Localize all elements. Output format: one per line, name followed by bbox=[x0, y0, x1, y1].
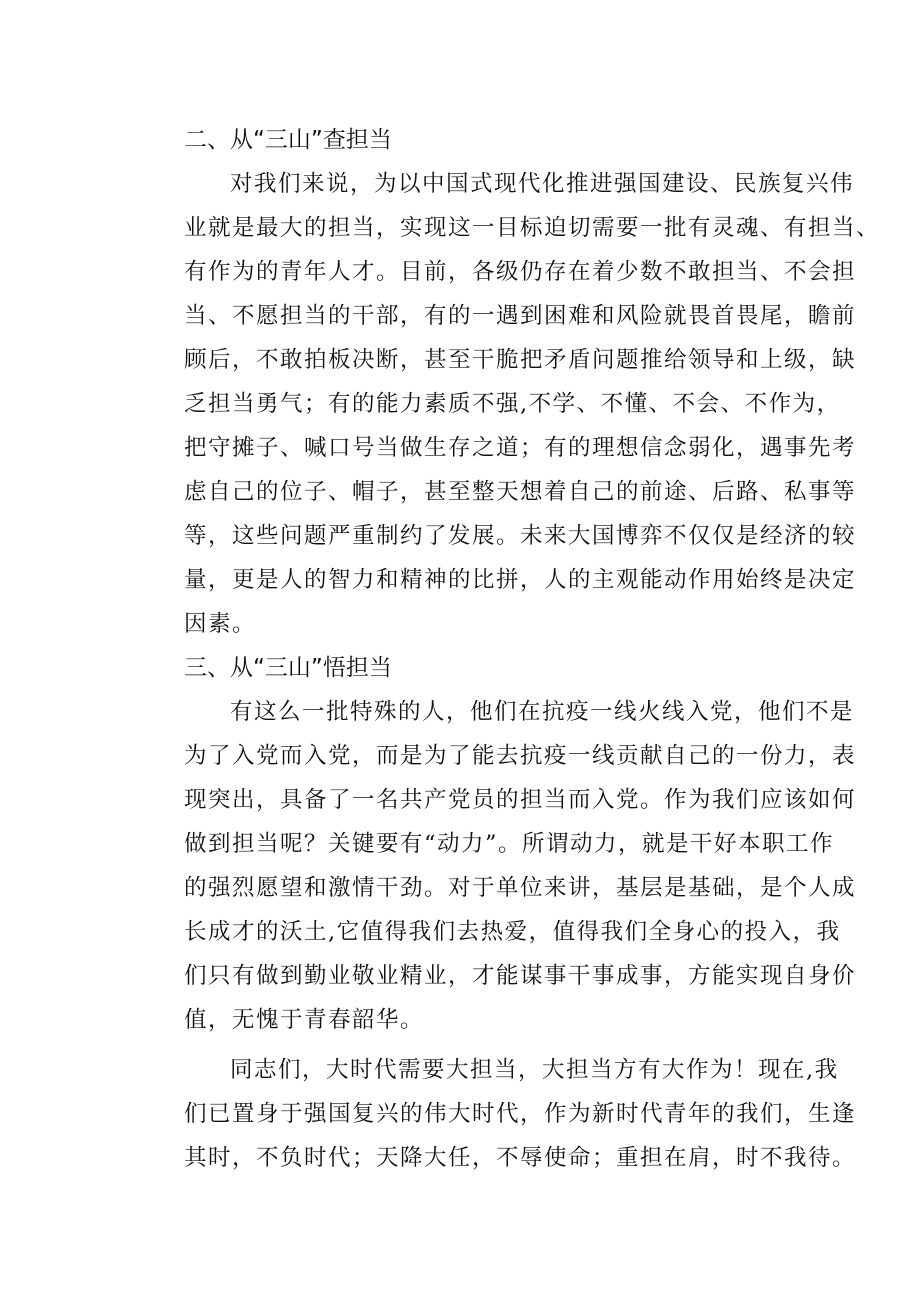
document-body bbox=[138, 118, 881, 1180]
paragraph-line: 同志们，大时代需要大担当，大担当方有大作为！现在,我 bbox=[230, 1057, 839, 1083]
paragraph-line: 等，这些问题严重制约了发展。未来大国博弈不仅仅是经济的较 bbox=[184, 523, 857, 549]
paragraph-line: 顾后，不敢拍板决断，甚至干脆把矛盾问题推给领导和上级，缺 bbox=[184, 347, 857, 373]
paragraph-line: 们只有做到勤业敬业精业，才能谋事干事成事，方能实现自身价 bbox=[184, 963, 857, 989]
paragraph-line: 把守摊子、喊口号当做生存之道；有的理想信念弱化，遇事先考 bbox=[184, 435, 857, 461]
paragraph-line: 乏担当勇气；有的能力素质不强,不学、不懂、不会、不作为， bbox=[184, 391, 841, 417]
section-2-paragraph bbox=[138, 162, 881, 646]
paragraph-line: 对我们来说，为以中国式现代化推进强国建设、民族复兴伟 bbox=[230, 171, 855, 197]
paragraph-line: 们已置身于强国复兴的伟大时代，作为新时代青年的我们，生逢 bbox=[184, 1101, 857, 1127]
paragraph-line: 现突出，具备了一名共产党员的担当而入党。作为我们应该如何 bbox=[184, 787, 857, 813]
paragraph-line: 量，更是人的智力和精神的比拼，人的主观能动作用始终是决定 bbox=[184, 567, 857, 593]
paragraph-line: 为了入党而入党，而是为了能去抗疫一线贡献自己的一份力，表 bbox=[184, 743, 857, 769]
paragraph-line: 的强烈愿望和激情干劲。对于单位来讲，基层是基础，是个人成 bbox=[184, 875, 857, 901]
section-heading-2: 二、从“三山”查担当 bbox=[184, 127, 392, 153]
paragraph-line: 其时，不负时代；天降大任，不辱使命；重担在肩，时不我待。 bbox=[184, 1145, 857, 1171]
paragraph-line: 做到担当呢？关键要有“动力”。所谓动力，就是干好本职工作 bbox=[184, 831, 835, 857]
paragraph-line: 虑自己的位子、帽子，甚至整天想着自己的前途、后路、私事等 bbox=[184, 479, 857, 505]
paragraph-line: 因素。 bbox=[184, 611, 257, 637]
closing-paragraph bbox=[138, 1048, 857, 1180]
paragraph-line: 有这么一批特殊的人，他们在抗疫一线火线入党，他们不是 bbox=[230, 699, 855, 725]
paragraph-line: 值，无愧于青春韶华。 bbox=[184, 1007, 425, 1033]
section-heading-3: 三、从“三山”悟担当 bbox=[184, 655, 392, 681]
section-3-paragraph bbox=[138, 690, 857, 1042]
paragraph-line: 长成才的沃土,它值得我们去热爱，值得我们全身心的投入，我 bbox=[184, 919, 841, 945]
paragraph-line: 业就是最大的担当，实现这一目标迫切需要一批有灵魂、有担当、 bbox=[184, 215, 881, 241]
paragraph-line: 有作为的青年人才。目前，各级仍存在着少数不敢担当、不会担 bbox=[184, 259, 857, 285]
paragraph-line: 当、不愿担当的干部，有的一遇到困难和风险就畏首畏尾，瞻前 bbox=[184, 303, 857, 329]
